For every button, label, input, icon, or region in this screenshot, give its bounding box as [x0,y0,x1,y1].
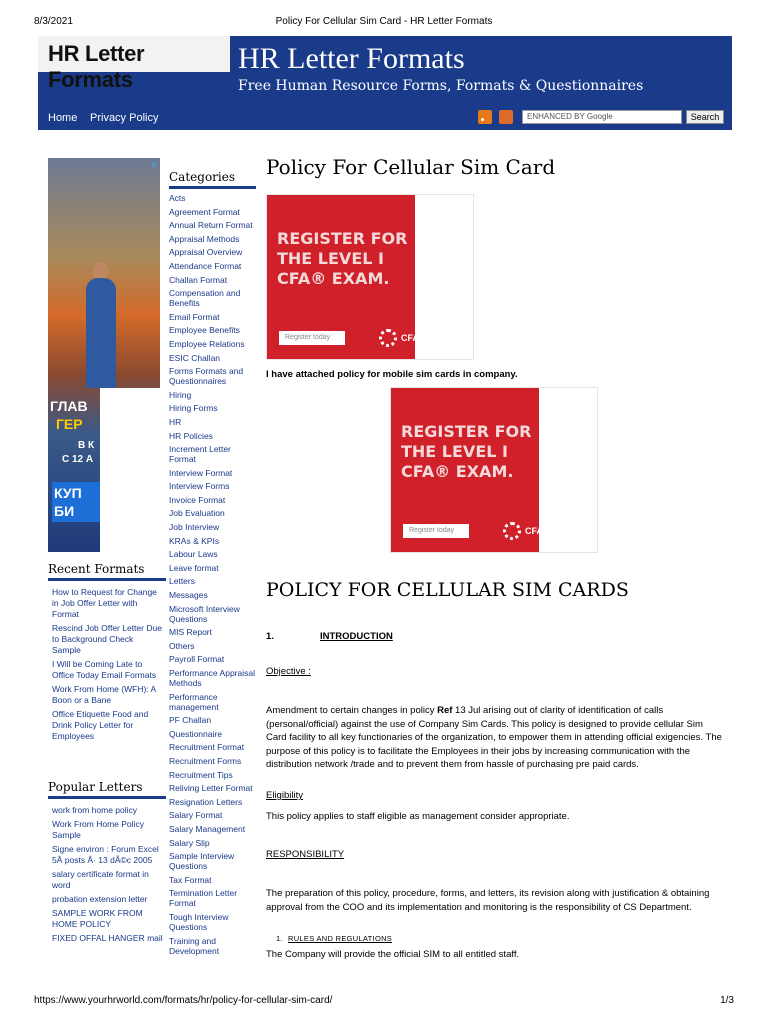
category-link[interactable]: Reliving Letter Format [169,783,253,794]
ad-text-1: ГЛАВ [50,398,88,414]
category-link[interactable]: Email Format [169,311,220,322]
ad-text-2: ГЕР [56,416,83,432]
responsibility-paragraph: The preparation of this policy, procedure, forms, and letters, its revision along with justification & obtaining approval from the COO and its implementation and monitoring is the responsibility of CS Department. [266,888,710,913]
category-link[interactable]: Salary Management [169,823,246,834]
section-title: INTRODUCTION [320,631,393,642]
site-logo-text: HR Letter Formats [48,41,145,92]
popular-letter-link[interactable]: Work From Home Policy Sample [52,819,144,840]
popular-letters-list [52,805,164,947]
cfa-ad-text-2: REGISTER FOR THE LEVEL I CFA® EXAM. [401,422,532,481]
category-link[interactable]: Resignation Letters [169,796,243,807]
objective-text-b: 13 Jul arising out of clarity of identification of calls (personal/official) against the use of Company Sim Cards. This policy is designed to provide cellular Sim Card facility to all key functionaries of the organization, to empower them in attending official exigencies. The purpose of this policy is to facilitate the Employees in their jobs by increasing communication with the distribution network /trade and to prevent them from hassle of purchasing pre paid cards. [266,705,722,770]
objective-ref: Ref [437,705,453,716]
category-link[interactable]: Interview Format [169,467,233,478]
category-link[interactable]: Invoice Format [169,494,226,505]
cfa-register-button[interactable]: Register today [279,331,345,345]
ad-close-icon[interactable]: ✕ [150,160,158,170]
category-link[interactable]: Annual Return Format [169,220,253,231]
cfa-ad-panel-2 [391,388,543,552]
popular-letter-link[interactable]: FIXED OFFAL HANGER mail [52,933,163,943]
category-link[interactable]: Performance Appraisal Methods [169,668,255,688]
ad-blank-area [100,388,160,552]
ad-text-4: С 12 А [62,454,94,465]
category-link[interactable]: Employee Relations [169,338,245,349]
cfa-advertisement-1[interactable] [266,194,474,360]
nav-privacy-policy[interactable]: Privacy Policy [90,112,159,124]
category-link[interactable]: Job Interview [169,522,220,533]
category-link[interactable]: MIS Report [169,627,212,638]
objective-paragraph [266,704,726,772]
category-link[interactable]: Recruitment Format [169,742,245,753]
recent-format-link[interactable]: I Will be Coming Late to Office Today Email Formats [52,659,157,680]
site-banner [38,36,732,130]
cfa-logo-text-2: CFA [525,526,543,536]
print-date: 8/3/2021 [34,16,73,27]
eligibility-label: Eligibility [266,790,303,801]
rules-label: RULES AND REGULATIONS [288,934,393,943]
eligibility-paragraph: This policy applies to staff eligible as management consider appropriate. [266,811,570,822]
cfa-logo-icon [379,329,397,347]
category-link[interactable]: HR Policies [169,430,213,441]
category-link[interactable]: Employee Benefits [169,325,240,336]
category-link[interactable]: Salary Slip [169,837,210,848]
recent-format-link[interactable]: Work From Home (WFH): A Boon or a Bane [52,684,156,705]
recent-formats-title: Recent Formats [48,562,145,576]
print-page-number: 1/3 [720,995,734,1006]
popular-letter-link[interactable]: salary certificate format in word [52,869,149,890]
category-link[interactable]: Messages [169,590,208,601]
intro-text: I have attached policy for mobile sim cards in company. [266,369,518,380]
site-logo[interactable] [38,36,230,92]
category-link[interactable]: PF Challan [169,715,212,726]
ad-text-3: В К [78,440,95,451]
ad-buy-button[interactable]: КУП БИ [52,482,100,522]
site-subtitle: Free Human Resource Forms, Formats & Questionnaires [238,78,644,94]
recent-format-link[interactable]: How to Request for Change in Job Offer Letter with Format [52,587,157,619]
objective-text-a: Amendment to certain changes in policy [266,705,438,716]
category-link[interactable]: Tax Format [169,874,212,885]
responsibility-label: RESPONSIBILITY [266,849,345,860]
cfa-advertisement-2[interactable] [390,387,598,553]
category-link[interactable]: Hiring [169,389,192,400]
popular-letter-link[interactable]: work from home policy [52,805,138,815]
category-link[interactable]: Hiring Forms [169,403,218,414]
categories-divider [169,186,256,189]
category-link[interactable]: Others [169,640,195,651]
section-number: 1. [266,631,274,642]
category-link[interactable]: Recruitment Tips [169,769,233,780]
ad-figure [86,278,116,388]
popular-letters-title: Popular Letters [48,780,143,794]
popular-letter-link[interactable]: probation extension letter [52,894,148,904]
category-link[interactable]: ESIC Challan [169,352,221,363]
categories-title: Categories [169,170,235,184]
category-link[interactable]: Labour Laws [169,549,218,560]
cfa-logo-text: CFA [401,333,419,343]
category-link[interactable]: Performance management [169,691,219,712]
search-button[interactable]: Search [686,110,724,124]
page-title: Policy For Cellular Sim Card [266,155,556,179]
recent-format-link[interactable]: Office Etiquette Food and Drink Policy Letter for Employees [52,709,149,741]
category-link[interactable]: Letters [169,576,195,587]
category-link[interactable]: Sample Interview Questions [169,851,235,872]
site-title[interactable]: HR Letter Formats [238,42,465,75]
category-link[interactable]: Forms Formats and Questionnaires [169,366,244,387]
recent-format-link[interactable]: Rescind Job Offer Letter Due to Background Check Sample [52,623,162,655]
category-link[interactable]: Salary Format [169,810,223,821]
category-link[interactable]: Appraisal Methods [169,233,240,244]
category-link[interactable]: Interview Forms [169,481,230,492]
print-footer [34,995,734,1009]
rules-number: 1. [276,934,283,943]
category-link[interactable]: Microsoft Interview Questions [169,603,240,624]
category-link[interactable]: Payroll Format [169,654,225,665]
policy-heading: POLICY FOR CELLULAR SIM CARDS [266,579,629,601]
categories-list [169,193,255,959]
feed-icon[interactable] [499,110,513,124]
popular-letter-link[interactable]: SAMPLE WORK FROM HOME POLICY [52,908,143,929]
category-link[interactable]: Recruitment Forms [169,755,242,766]
popular-letters-divider [48,796,166,799]
nav-home[interactable]: Home [48,112,78,124]
popular-letter-link[interactable]: Signe environ : Forum Excel 5Â posts Â· 13 dÃ©c 2005 [52,844,159,865]
category-link[interactable]: Compensation and Benefits [169,288,241,309]
left-advertisement[interactable] [48,158,160,552]
recent-formats-list [52,587,164,745]
objective-label: Objective : [266,666,311,677]
category-link[interactable]: Termination Letter Format [169,888,238,909]
category-link[interactable]: Questionnaire [169,728,222,739]
rules-paragraph: The Company will provide the official SIM to all entitled staff. [266,949,520,960]
category-link[interactable]: Tough Interview Questions [169,911,229,932]
recent-formats-divider [48,578,166,581]
category-link[interactable]: Leave format [169,562,219,573]
rss-icon[interactable] [478,110,492,124]
category-link[interactable]: Acts [169,193,186,203]
category-link[interactable]: Appraisal Overview [169,247,243,258]
search-input[interactable]: ENHANCED BY Google [522,110,682,124]
category-link[interactable]: Increment Letter Format [169,444,231,465]
print-url: https://www.yourhrworld.com/formats/hr/policy-for-cellular-sim-card/ [34,995,333,1006]
cfa-ad-text: REGISTER FOR THE LEVEL I CFA® EXAM. [277,229,408,288]
category-link[interactable]: KRAs & KPIs [169,535,220,546]
category-link[interactable]: Training and Development [169,935,220,956]
cfa-logo-icon-2 [503,522,521,540]
category-link[interactable]: Job Evaluation [169,508,225,519]
category-link[interactable]: HR [169,416,182,427]
category-link[interactable]: Attendance Format [169,260,242,271]
category-link[interactable]: Agreement Format [169,206,240,217]
cfa-ad-panel [267,195,419,359]
print-title: Policy For Cellular Sim Card - HR Letter Formats [275,16,493,27]
cfa-register-button-2[interactable]: Register today [403,524,469,538]
print-header [34,16,734,30]
category-link[interactable]: Challan Format [169,274,228,285]
